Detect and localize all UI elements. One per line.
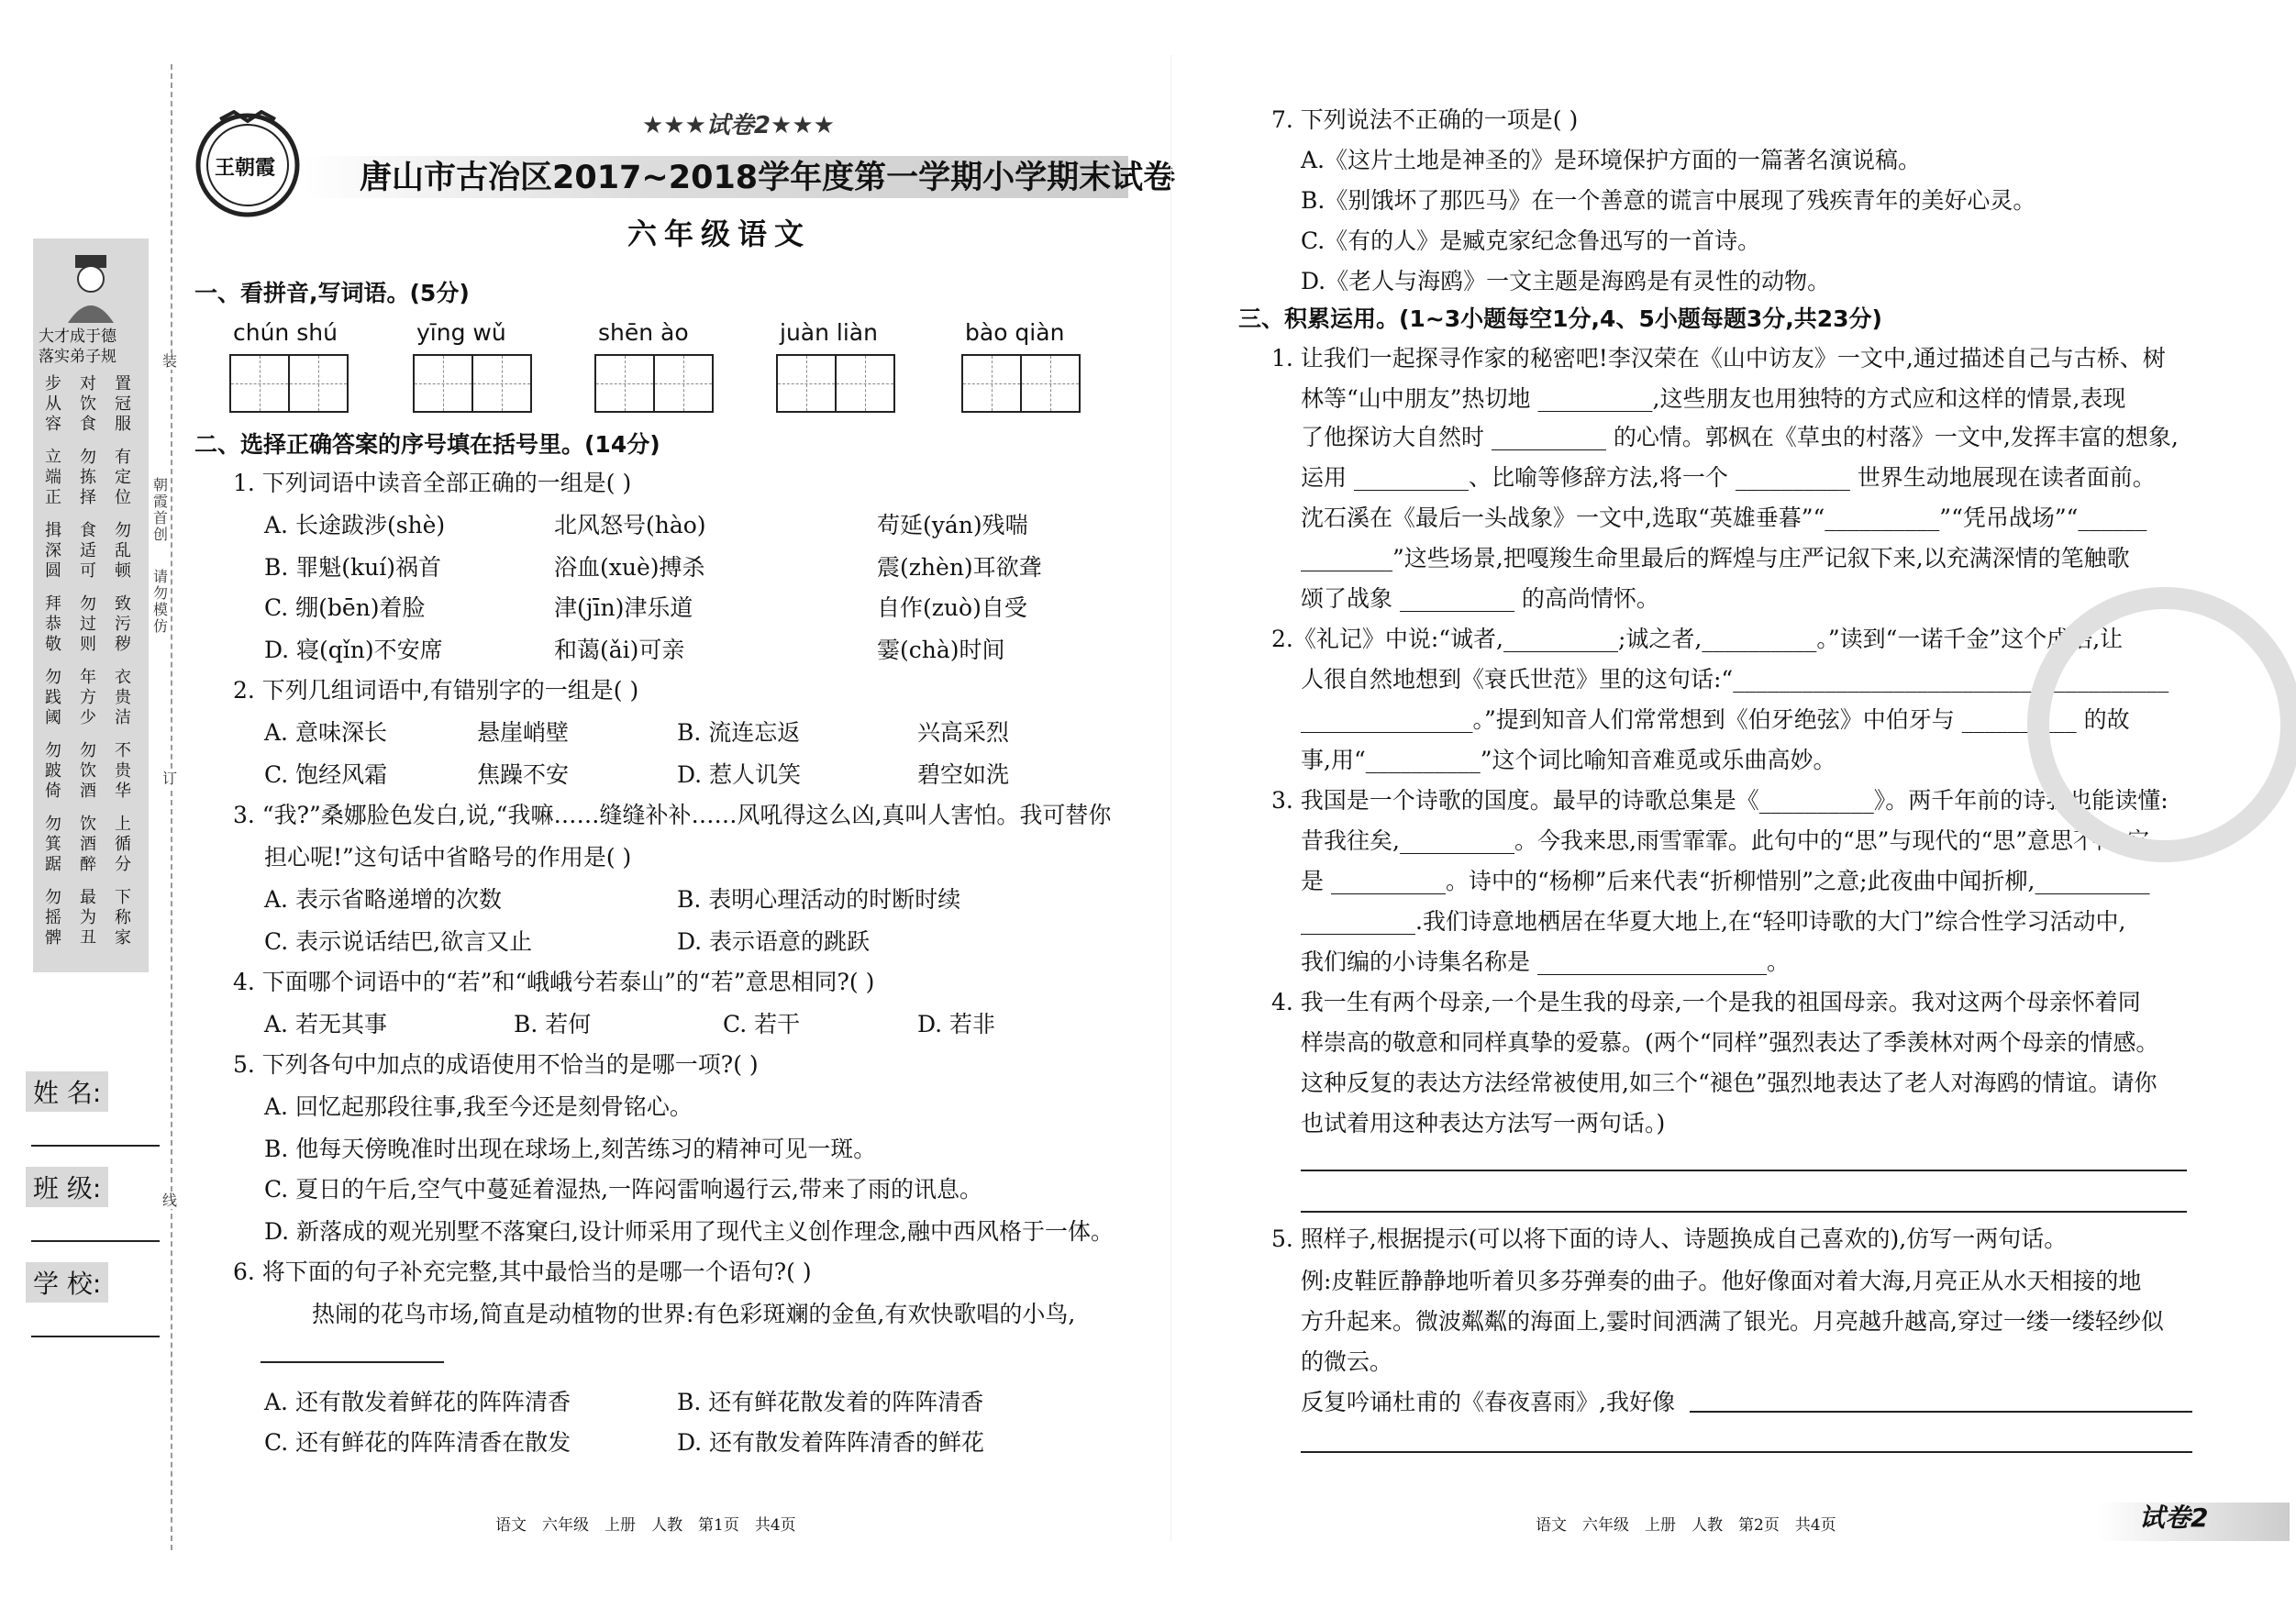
motto-column: 最为丑 [80, 888, 96, 948]
class-label: 班 级: [26, 1167, 108, 1207]
page-divider [1170, 55, 1171, 1541]
name-field[interactable] [31, 1145, 160, 1147]
answer-option[interactable]: 苟延(yán)残喘 [877, 512, 1028, 538]
motto-column: 勿拣择 [80, 448, 96, 507]
question-text: 是 __________。诗中的“杨柳”后来代表“折柳惜别”之意;此夜曲中闻折柳,__________ [1301, 868, 2150, 894]
writing-grid-box[interactable] [471, 354, 532, 413]
question-stem: 7. 下列说法不正确的一项是( ) [1271, 106, 1579, 133]
question-text: 运用 __________、比喻等修辞方法,将一个 __________ 世界生动地展现在读者面前。 [1301, 464, 2156, 491]
answer-option[interactable]: C. 还有鲜花的阵阵清香在散发 [264, 1429, 571, 1456]
question-stem: 2. 下列几组词语中,有错别字的一组是( ) [233, 677, 639, 704]
answer-option[interactable]: A. 还有散发着鲜花的阵阵清香 [264, 1389, 571, 1415]
answer-option[interactable]: 碧空如洗 [917, 761, 1010, 788]
answer-option[interactable]: A. 表示省略递增的次数 [264, 886, 502, 913]
answer-option[interactable]: 和蔼(ǎi)可亲 [554, 637, 685, 663]
pinyin-label: yīng wǔ [416, 319, 506, 346]
answer-option[interactable]: C. 若干 [723, 1011, 801, 1037]
answer-option[interactable]: 震(zhèn)耳欲聋 [877, 554, 1042, 581]
motto-column: 步从容 [45, 374, 61, 434]
binding-line [171, 64, 172, 1550]
question-text: 林等“山中朋友”热切地 __________,这些朋友也用独特的方式应和这样的情景,表现 [1301, 385, 2126, 412]
question-text: 例:皮鞋匠静静地听着贝多芬弹奏的曲子。他好像面对着大海,月亮正从水天相接的地 [1301, 1268, 2142, 1294]
sidebar-panel [33, 238, 149, 972]
question-text: _______________。”提到知音人们常常想到《伯牙绝弦》中伯牙与 __________ 的故 [1301, 706, 2130, 733]
footer-tag: 试卷2 [2139, 1503, 2209, 1533]
answer-option[interactable]: 焦躁不安 [477, 761, 570, 788]
question-stem: 1. 下列词语中读音全部正确的一组是( ) [233, 470, 632, 496]
answer-option[interactable]: D. 新落成的观光别墅不落窠臼,设计师采用了现代主义创作理念,融中西风格于一体。 [264, 1218, 1114, 1245]
answer-option[interactable]: 津(jīn)津乐道 [554, 594, 693, 621]
question-text: 颂了战象 __________ 的高尚情怀。 [1301, 585, 1659, 612]
q4-answer-line-2[interactable] [1301, 1211, 2187, 1213]
answer-option[interactable]: B. 流连忘返 [677, 719, 801, 746]
answer-option[interactable]: D. 寝(qǐn)不安席 [264, 637, 443, 663]
exam-title: 唐山市古冶区2017~2018学年度第一学期小学期末试卷 [360, 160, 1176, 196]
q6-answer-blank[interactable] [261, 1361, 444, 1363]
answer-option[interactable]: B. 罪魁(kuí)祸首 [264, 554, 442, 581]
writing-grid-box[interactable] [653, 354, 714, 413]
motto-column: 对饮食 [80, 374, 96, 434]
question-text: 也试着用这种表达方法写一两句话。) [1301, 1110, 1666, 1137]
answer-option[interactable]: 热闹的花鸟市场,简直是动植物的世界:有色彩斑斓的金鱼,有欢快歌唱的小鸟, [312, 1301, 1076, 1327]
q5-answer-line-2[interactable] [1301, 1451, 2192, 1453]
motto-column: 衣贵洁 [115, 668, 131, 727]
question-stem: 1. 让我们一起探寻作家的秘密吧!李汉荣在《山中访友》一文中,通过描述自己与古桥、树 [1271, 345, 2166, 372]
question-text: 这种反复的表达方法经常被使用,如三个“褪色”强烈地表达了老人对海鸥的情谊。请你 [1301, 1070, 2157, 1096]
q4-answer-line-1[interactable] [1301, 1170, 2187, 1171]
question-text: 昔我往矣,__________。今我来思,雨雪霏霏。此句中的“思”与现代的“思”意思不同,它 [1301, 827, 2149, 854]
scholar-figure-icon [59, 251, 123, 325]
question-stem: 5. 下列各句中加点的成语使用不恰当的是哪一项?( ) [233, 1051, 759, 1078]
motto-column: 勿摇髀 [45, 888, 61, 948]
name-label: 姓 名: [26, 1071, 108, 1112]
writing-grid-box[interactable] [594, 354, 655, 413]
notice-text-1: 朝霞首创 [152, 476, 168, 543]
motto-column: 年方少 [80, 668, 96, 727]
q5-answer-line-1[interactable] [1690, 1411, 2192, 1413]
motto-column: 勿践阈 [45, 668, 61, 727]
binding-char-zhuang: 装 [161, 352, 177, 370]
footer-left: 语文 六年级 上册 人教 第1页 共4页 [495, 1516, 796, 1535]
answer-option[interactable]: C. 表示说话结巴,欲言又止 [264, 928, 533, 955]
answer-option[interactable]: A.《这片土地是神圣的》是环境保护方面的一篇著名演说稿。 [1301, 147, 1922, 173]
question-stem: 6. 将下面的句子补充完整,其中最恰当的是哪一个语句?( ) [233, 1259, 812, 1285]
answer-option[interactable]: D. 惹人讥笑 [677, 761, 802, 788]
binding-char-ding: 订 [161, 770, 177, 787]
class-field[interactable] [31, 1240, 160, 1242]
answer-option[interactable]: 兴高采烈 [917, 719, 1010, 746]
motto-column: 上循分 [115, 815, 131, 874]
motto-column: 勿乱顿 [115, 521, 131, 581]
answer-option[interactable]: C. 绷(bēn)着脸 [264, 594, 426, 621]
motto-column: 置冠服 [115, 374, 131, 434]
answer-option[interactable]: B.《别饿坏了那匹马》在一个善意的谎言中展现了残疾青年的美好心灵。 [1301, 187, 2036, 214]
writing-grid-box[interactable] [961, 354, 1022, 413]
school-field[interactable] [31, 1336, 160, 1337]
question-text: ________”这些场景,把嘎羧生命里最后的辉煌与庄严记叙下来,以充满深情的笔触歌 [1301, 545, 2130, 571]
question-stem: 3. “我?”桑娜脸色发白,说,“我嘛……缝缝补补……风吼得这么凶,真叫人害怕。我可替你 [233, 802, 1112, 828]
answer-option[interactable]: C.《有的人》是臧克家纪念鲁迅写的一首诗。 [1301, 227, 1761, 254]
answer-option[interactable]: 霎(chà)时间 [877, 637, 1005, 663]
question-stem: 4. 我一生有两个母亲,一个是生我的母亲,一个是我的祖国母亲。我对这两个母亲怀着同 [1271, 989, 2141, 1015]
logo-text: 王朝霞 [215, 156, 276, 180]
pinyin-label: chún shú [233, 319, 338, 346]
question-text: 反复吟诵杜甫的《春夜喜雨》,我好像 [1301, 1389, 1675, 1415]
q2-title: 二、选择正确答案的序号填在括号里。(14分) [194, 431, 660, 458]
answer-option[interactable]: 浴血(xuè)搏杀 [554, 554, 705, 581]
notice-text-2: 请勿模仿 [152, 568, 168, 635]
writing-grid-box[interactable] [776, 354, 837, 413]
answer-option[interactable]: 担心呢!”这句话中省略号的作用是( ) [264, 844, 632, 871]
motto-column: 有定位 [115, 448, 131, 507]
question-text: 样崇高的敬意和同样真挚的爱慕。(两个“同样”强烈表达了季羡林对两个母亲的情感。 [1301, 1029, 2159, 1056]
watermark-seal [2027, 587, 2296, 862]
pinyin-label: bào qiàn [965, 319, 1065, 346]
motto-column: 勿跛倚 [45, 741, 61, 801]
motto-column: 勿饮酒 [80, 741, 96, 801]
q1-title: 一、看拼音,写词语。(5分) [194, 280, 470, 306]
writing-grid-box[interactable] [835, 354, 895, 413]
motto-column: 不贵华 [115, 741, 131, 801]
answer-option[interactable]: A. 长途跋涉(shè) [264, 512, 446, 538]
school-label: 学 校: [26, 1262, 108, 1303]
motto-column: 勿过则 [80, 594, 96, 654]
answer-option[interactable]: D.《老人与海鸥》一文主题是海鸥是有灵性的动物。 [1301, 268, 1831, 294]
motto-column: 食适可 [80, 521, 96, 581]
question-text: 沈石溪在《最后一头战象》一文中,选取“英雄垂暮”“__________”“凭吊战场”“______ [1301, 505, 2147, 531]
answer-option[interactable]: A. 若无其事 [264, 1011, 387, 1037]
exam-label: ★★★试卷2★★★ [642, 112, 835, 139]
motto-column: 拜恭敬 [45, 594, 61, 654]
binding-char-xian: 线 [161, 1192, 177, 1209]
answer-option[interactable]: A. 回忆起那段往事,我至今还是刻骨铭心。 [264, 1093, 693, 1120]
motto-line-1: 大才成于德 [39, 327, 116, 346]
answer-option[interactable]: D. 表示语意的跳跃 [677, 928, 871, 955]
question-text: 我们编的小诗集名称是 ____________________。 [1301, 948, 1790, 975]
writing-grid-box[interactable] [1020, 354, 1081, 413]
motto-column: 立端正 [45, 448, 61, 507]
pinyin-label: shēn ào [598, 319, 689, 346]
question-stem: 5. 照样子,根据提示(可以将下面的诗人、诗题换成自己喜欢的),仿写一两句话。 [1271, 1225, 2068, 1252]
answer-option[interactable]: C. 饱经风霜 [264, 761, 388, 788]
motto-column: 致污秽 [115, 594, 131, 654]
answer-option[interactable]: C. 夏日的午后,空气中蔓延着湿热,一阵闷雷响遏行云,带来了雨的讯息。 [264, 1176, 982, 1203]
subject-title: 六年级语文 [627, 216, 812, 251]
answer-option[interactable]: B. 他每天傍晚准时出现在球场上,刻苦练习的精神可见一斑。 [264, 1136, 877, 1162]
writing-grid-box[interactable] [413, 354, 473, 413]
question-text: 了他探访大自然时 __________ 的心情。郭枫在《草虫的村落》一文中,发挥丰富的想象, [1301, 424, 2179, 450]
motto-column: 下称家 [115, 888, 131, 948]
question-stem: 2.《礼记》中说:“诚者,__________;诚之者,__________。”读到“一诺千金”这个成语,让 [1271, 626, 2124, 652]
answer-option[interactable]: D. 还有散发着阵阵清香的鲜花 [677, 1429, 985, 1456]
answer-option[interactable]: B. 还有鲜花散发着的阵阵清香 [677, 1389, 984, 1415]
pinyin-label: juàn liàn [780, 319, 878, 346]
answer-option[interactable]: 北风怒号(hào) [554, 512, 706, 538]
answer-option[interactable]: B. 表明心理活动的时断时续 [677, 886, 961, 913]
answer-option[interactable]: A. 意味深长 [264, 719, 387, 746]
answer-option[interactable]: 悬崖峭壁 [477, 719, 570, 746]
question-text: 方升起来。微波粼粼的海面上,霎时间洒满了银光。月亮越升越高,穿过一缕一缕轻纱似 [1301, 1308, 2164, 1335]
motto-column: 饮酒醉 [80, 815, 96, 874]
question-text: 事,用“__________”这个词比喻知音难觅或乐曲高妙。 [1301, 747, 1836, 773]
question-stem: 4. 下面哪个词语中的“若”和“峨峨兮若泰山”的“若”意思相同?( ) [233, 969, 875, 995]
question-text: __________.我们诗意地栖居在华夏大地上,在“轻叩诗歌的大门”综合性学习活动中, [1301, 908, 2126, 935]
motto-column: 揖深圆 [45, 521, 61, 581]
answer-option[interactable]: D. 若非 [917, 1011, 996, 1037]
writing-grid-box[interactable] [229, 354, 290, 413]
question-text: 的微云。 [1301, 1348, 1393, 1375]
footer-right: 语文 六年级 上册 人教 第2页 共4页 [1536, 1516, 1836, 1535]
answer-option[interactable]: B. 若何 [514, 1011, 592, 1037]
section3-title: 三、积累运用。(1~3小题每空1分,4、5小题每题3分,共23分) [1238, 305, 1882, 332]
question-stem: 3. 我国是一个诗歌的国度。最早的诗歌总集是《__________》。两千年前的诗我也能读懂: [1271, 787, 2168, 814]
writing-grid-box[interactable] [288, 354, 349, 413]
motto-column: 勿箕踞 [45, 815, 61, 874]
motto-line-2: 落实弟子规 [39, 348, 116, 366]
answer-option[interactable]: 自作(zuò)自受 [877, 594, 1027, 621]
logo [193, 110, 303, 220]
question-text: 人很自然地想到《衰氏世范》里的这句话:“______________________________________ [1301, 666, 2169, 693]
